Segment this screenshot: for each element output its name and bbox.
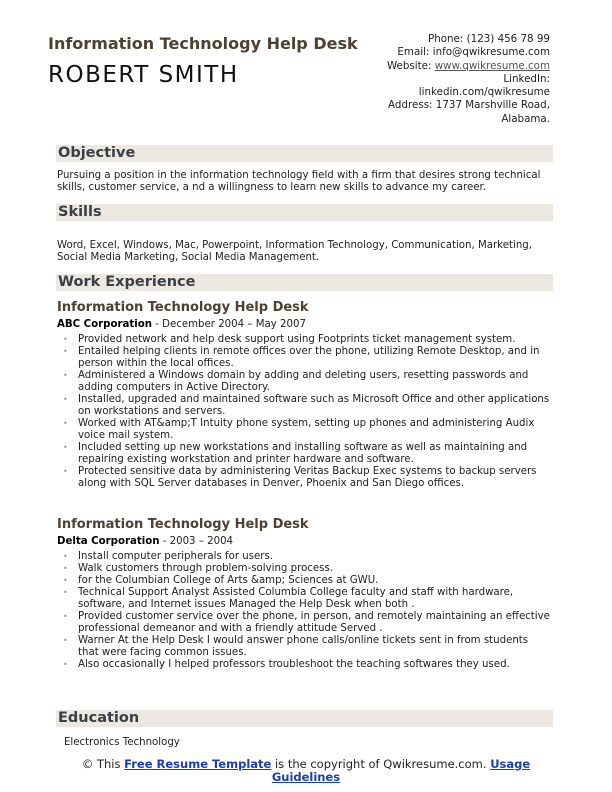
contact-block	[320, 33, 550, 126]
list-item: • for the Columbian College of Arts &amp; Sciences at GWU.	[62, 575, 552, 587]
list-item: • Technical Support Analyst Assisted Columbia College faculty and staff with hardware, software, and Internet issues Managed the Help Desk when both .	[62, 587, 552, 611]
list-item: • Administered a Windows domain by adding and deleting users, resetting passwords and adding computers in Active Directory.	[62, 370, 552, 394]
phone: Phone: (123) 456 78 99	[427, 33, 550, 45]
list-item: • Walk customers through problem-solving process.	[62, 563, 552, 575]
candidate-name: ROBERT SMITH	[48, 62, 239, 88]
list-item: • Install computer peripherals for users.	[62, 551, 552, 563]
list-item: • Provided network and help desk support using Footprints ticket management system.	[62, 334, 552, 346]
objective-text: Pursuing a position in the information technology field with a firm that desires strong technical skills, customer service, a nd a willingness to learn new skills to advance my career.	[57, 170, 541, 193]
list-item: • Warner At the Help Desk I would answer phone calls/online tickets sent in from students that were facing common issues.	[62, 635, 552, 659]
objective-heading: Objective	[58, 145, 136, 161]
job-dates: - December 2004 – May 2007	[151, 319, 306, 330]
education-heading: Education	[58, 710, 140, 726]
list-item: • Entailed helping clients in remote offices over the phone, utilizing Remote Desktop, and in person within the local offices.	[62, 346, 552, 370]
address: Address: 1737 Marshville Road, Alabama.	[388, 99, 550, 125]
free-resume-template-link[interactable]: Free Resume Template	[124, 757, 272, 771]
footer-middle: is the copyright of Qwikresume.com.	[271, 757, 491, 771]
job-1-bullets	[62, 334, 552, 490]
job-2-company	[57, 536, 233, 547]
objective-header	[56, 145, 553, 162]
linkedin-label: LinkedIn:	[503, 72, 550, 85]
education-text: Electronics Technology	[64, 737, 180, 748]
job-2-title: Information Technology Help Desk	[57, 517, 309, 532]
list-item: • Also occasionally I helped professors troubleshoot the teaching softwares they used.	[62, 659, 552, 671]
website	[320, 60, 550, 73]
email: Email: info@qwikresume.com	[397, 46, 550, 59]
usage-guidelines-link[interactable]: Usage Guidelines	[271, 757, 531, 784]
linkedin: linkedin.com/qwikresume	[418, 86, 550, 99]
list-item: • Protected sensitive data by administering Veritas Backup Exec systems to backup servers along with SQL Server databases in Denver, Phoenix and San Diego offices.	[62, 466, 552, 490]
skills-text: Word, Excel, Windows, Mac, Powerpoint, Information Technology, Communication, Marketing, Social Media Marketing, Social Media Management.	[57, 240, 532, 263]
skills-header	[56, 204, 553, 221]
job-2-bullets	[62, 551, 552, 671]
footer	[60, 758, 552, 784]
job-title: Information Technology Help Desk	[48, 34, 358, 53]
education-header	[56, 710, 553, 727]
job-1-company	[57, 319, 306, 330]
footer-prefix: © This	[81, 757, 125, 771]
company-name: ABC Corporation	[57, 319, 152, 330]
job-1-title: Information Technology Help Desk	[57, 300, 309, 315]
skills-heading: Skills	[58, 204, 102, 220]
job-dates: - 2003 – 2004	[159, 536, 234, 547]
experience-heading: Work Experience	[58, 274, 196, 290]
website-label: Website:	[386, 59, 435, 72]
experience-header	[56, 274, 553, 291]
list-item: • Included setting up new workstations and installing software as well as maintaining and repairing existing workstation and printer hardware and software.	[62, 442, 552, 466]
list-item: • Provided customer service over the phone, in person, and remotely maintaining an effective professional demeanor and with a friendly attitude Served .	[62, 611, 552, 635]
list-item: • Worked with AT&amp;T Intuity phone system, setting up phones and administering Audix voice mail system.	[62, 418, 552, 442]
list-item: • Installed, upgraded and maintained software such as Microsoft Office and other applications on workstations and servers.	[62, 394, 552, 418]
website-link[interactable]: www.qwikresume.com	[434, 59, 550, 72]
company-name: Delta Corporation	[57, 536, 160, 547]
